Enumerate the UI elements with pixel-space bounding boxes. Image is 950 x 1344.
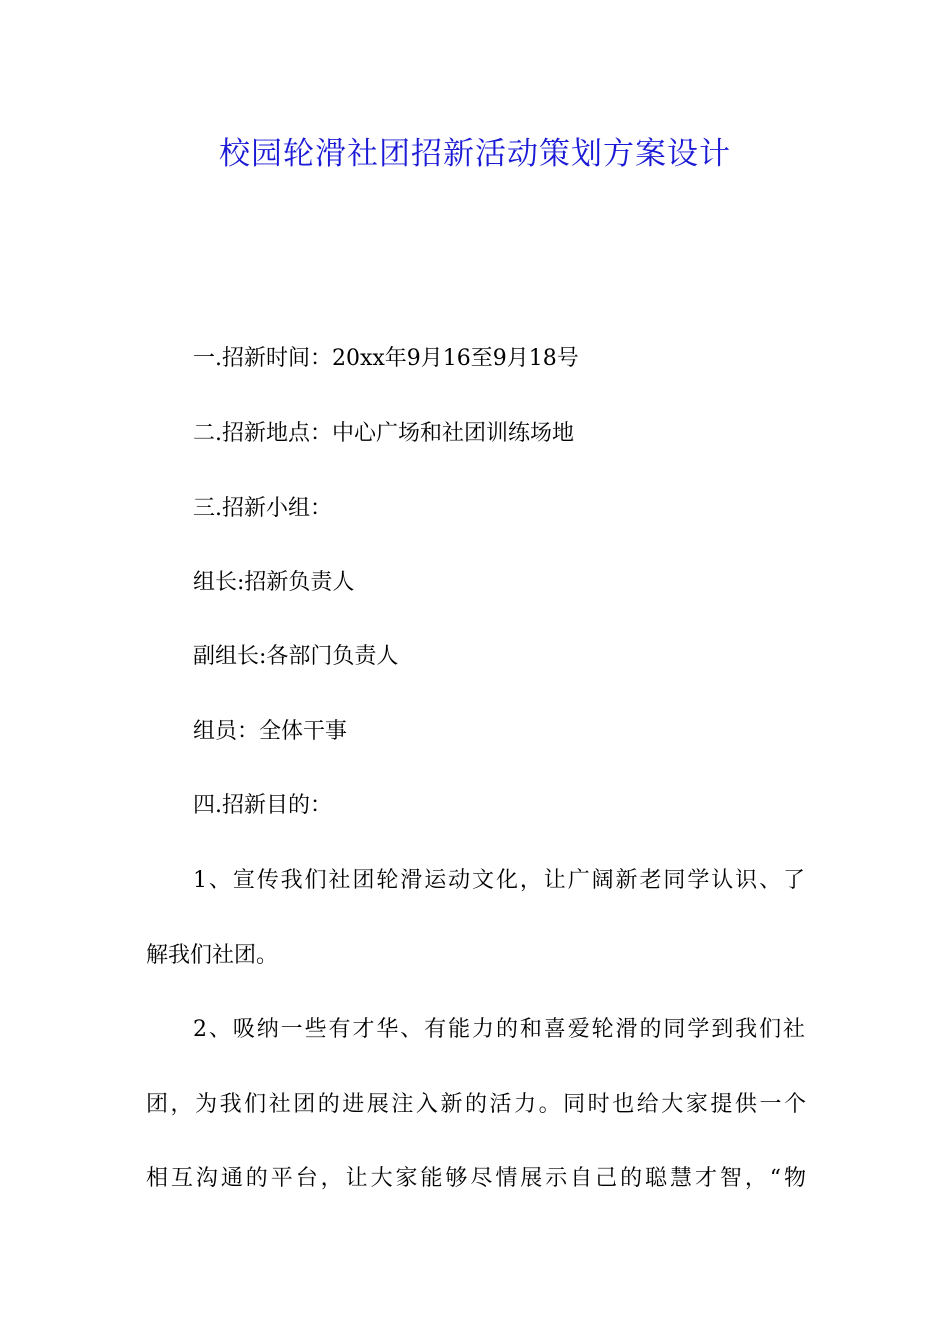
purpose-1-line-2: 解我们社团。 bbox=[146, 943, 279, 968]
purpose-2-line-1: 2、吸纳一些有才华、有能力的和喜爱轮滑的同学到我们社 bbox=[193, 1017, 805, 1042]
purpose-2-line-3: 相互沟通的平台，让大家能够尽情展示自己的聪慧才智，“物 bbox=[146, 1166, 806, 1191]
team-members-line: 组员：全体干事 bbox=[193, 719, 348, 744]
deputy-leader-line: 副组长:各部门负责人 bbox=[193, 644, 399, 669]
recruit-location-line: 二.招新地点：中心广场和社团训练场地 bbox=[193, 421, 574, 446]
purpose-2-line-2: 团，为我们社团的进展注入新的活力。同时也给大家提供一个 bbox=[146, 1092, 806, 1117]
recruit-team-heading: 三.招新小组： bbox=[193, 496, 332, 521]
document-title: 校园轮滑社团招新活动策划方案设计 bbox=[219, 136, 731, 172]
recruit-time-line: 一.招新时间：20xx年9月16至9月18号 bbox=[193, 346, 579, 371]
team-leader-line: 组长:招新负责人 bbox=[193, 570, 355, 595]
purpose-1-line-1: 1、宣传我们社团轮滑运动文化，让广阔新老同学认识、了 bbox=[193, 868, 805, 893]
recruit-purpose-heading: 四.招新目的： bbox=[193, 793, 332, 818]
